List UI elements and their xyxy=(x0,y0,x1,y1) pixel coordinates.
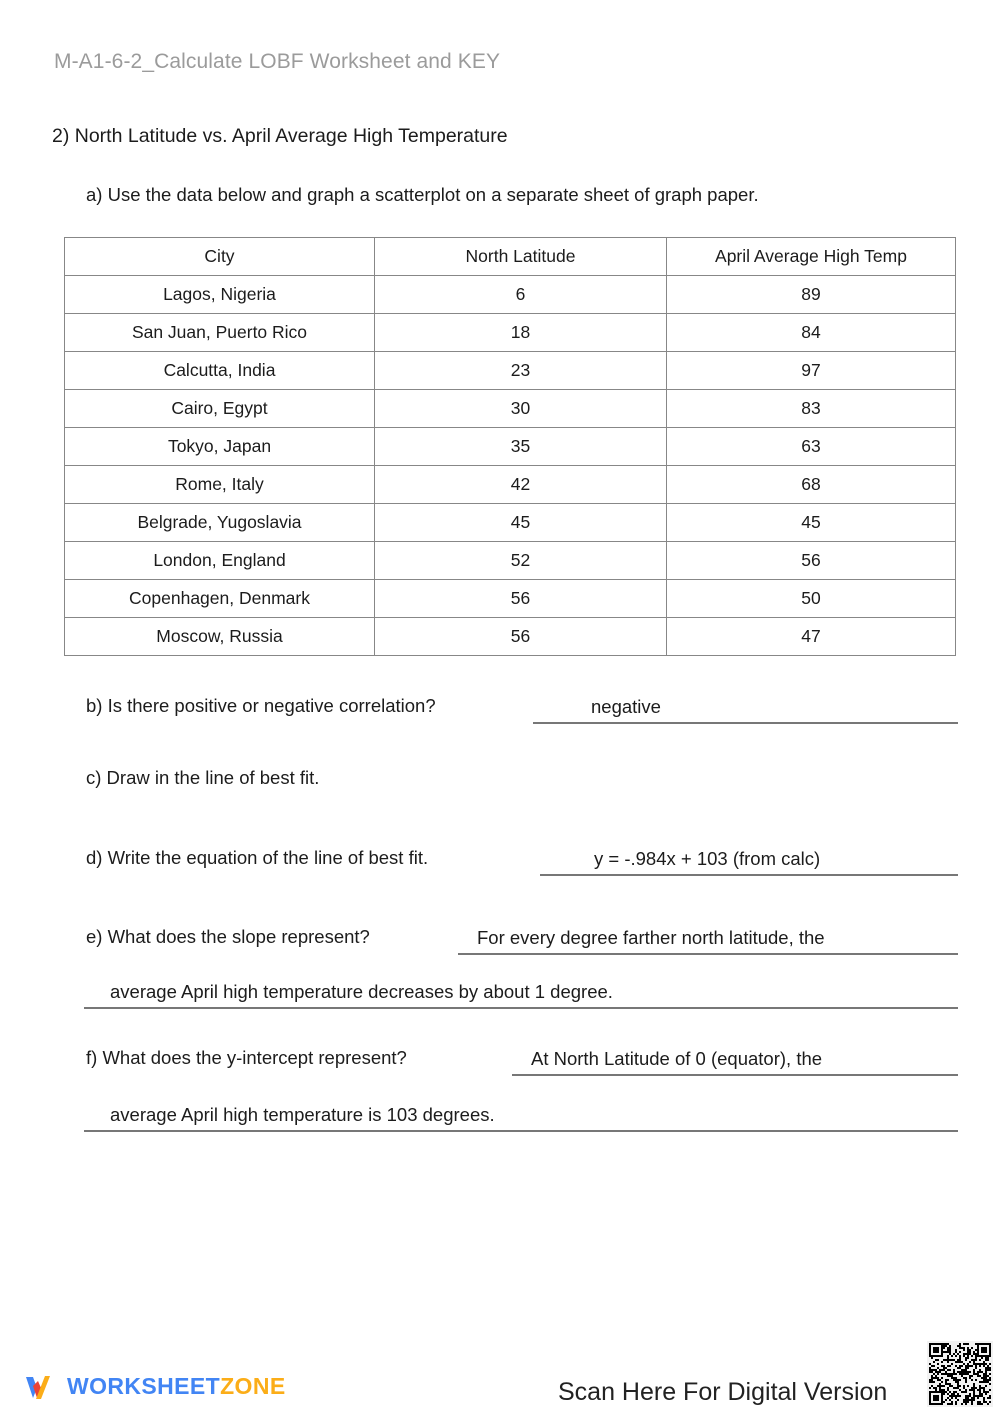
scan-here-label: Scan Here For Digital Version xyxy=(558,1378,888,1406)
cell-city: Tokyo, Japan xyxy=(65,428,375,466)
worksheet-zone-logo[interactable] xyxy=(22,1368,286,1404)
w-logo-mark-icon xyxy=(22,1368,58,1404)
cell-latitude: 56 xyxy=(375,618,667,656)
qr-code-icon[interactable] xyxy=(927,1341,993,1407)
question-f-prompt: f) What does the y-intercept represent? xyxy=(86,1047,407,1068)
question-b-answer-line xyxy=(533,722,958,724)
question-f-answer-line-2 xyxy=(84,1130,958,1132)
cell-temp: 45 xyxy=(667,504,956,542)
cell-latitude: 18 xyxy=(375,314,667,352)
question-e-answer-line-2-text: average April high temperature decreases by about 1 degree. xyxy=(110,981,613,1002)
table-row xyxy=(65,618,956,656)
table-row xyxy=(65,504,956,542)
column-header-temp: April Average High Temp xyxy=(667,238,956,276)
cell-city: Rome, Italy xyxy=(65,466,375,504)
question-2-heading: 2) North Latitude vs. April Average High Temperature xyxy=(52,125,508,147)
part-a-instruction: a) Use the data below and graph a scatterplot on a separate sheet of graph paper. xyxy=(86,184,759,205)
question-c-prompt: c) Draw in the line of best fit. xyxy=(86,767,320,788)
cell-latitude: 42 xyxy=(375,466,667,504)
question-f-answer-line-2-text: average April high temperature is 103 degrees. xyxy=(110,1104,495,1125)
column-header-city: City xyxy=(65,238,375,276)
question-b-prompt: b) Is there positive or negative correlation? xyxy=(86,695,436,716)
cell-temp: 63 xyxy=(667,428,956,466)
table-row xyxy=(65,276,956,314)
question-f-answer-line-1 xyxy=(512,1074,958,1076)
cell-temp: 84 xyxy=(667,314,956,352)
logo-text-worksheet: WORKSHEET xyxy=(67,1372,221,1399)
table-row xyxy=(65,314,956,352)
latitude-temperature-table xyxy=(64,237,956,656)
question-e-prompt: e) What does the slope represent? xyxy=(86,926,370,947)
cell-city: Calcutta, India xyxy=(65,352,375,390)
cell-temp: 47 xyxy=(667,618,956,656)
question-d-answer-line xyxy=(540,874,958,876)
question-f-answer-line-1-text: At North Latitude of 0 (equator), the xyxy=(531,1048,823,1069)
cell-temp: 89 xyxy=(667,276,956,314)
cell-city: San Juan, Puerto Rico xyxy=(65,314,375,352)
question-e-answer-line-1 xyxy=(458,953,958,955)
cell-latitude: 6 xyxy=(375,276,667,314)
table-row xyxy=(65,390,956,428)
table-row xyxy=(65,542,956,580)
table-header-row xyxy=(65,238,956,276)
cell-city: Copenhagen, Denmark xyxy=(65,580,375,618)
question-e-answer-line-2 xyxy=(84,1007,958,1009)
cell-temp: 56 xyxy=(667,542,956,580)
table-row xyxy=(65,580,956,618)
cell-latitude: 35 xyxy=(375,428,667,466)
document-header-title: M-A1-6-2_Calculate LOBF Worksheet and KEY xyxy=(54,50,501,73)
logo-text-zone: ZONE xyxy=(220,1372,286,1399)
table-row xyxy=(65,428,956,466)
table-row xyxy=(65,466,956,504)
cell-temp: 50 xyxy=(667,580,956,618)
cell-latitude: 45 xyxy=(375,504,667,542)
cell-city: Lagos, Nigeria xyxy=(65,276,375,314)
cell-temp: 83 xyxy=(667,390,956,428)
question-e-answer-line-1-text: For every degree farther north latitude, the xyxy=(477,927,825,948)
question-d-prompt: d) Write the equation of the line of best fit. xyxy=(86,847,429,868)
cell-latitude: 23 xyxy=(375,352,667,390)
cell-city: Cairo, Egypt xyxy=(65,390,375,428)
cell-latitude: 52 xyxy=(375,542,667,580)
cell-temp: 68 xyxy=(667,466,956,504)
question-d-answer: y = -.984x + 103 (from calc) xyxy=(594,848,821,869)
cell-temp: 97 xyxy=(667,352,956,390)
question-b-answer: negative xyxy=(591,696,661,717)
table-row xyxy=(65,352,956,390)
cell-latitude: 30 xyxy=(375,390,667,428)
column-header-latitude: North Latitude xyxy=(375,238,667,276)
cell-latitude: 56 xyxy=(375,580,667,618)
cell-city: London, England xyxy=(65,542,375,580)
cell-city: Belgrade, Yugoslavia xyxy=(65,504,375,542)
cell-city: Moscow, Russia xyxy=(65,618,375,656)
